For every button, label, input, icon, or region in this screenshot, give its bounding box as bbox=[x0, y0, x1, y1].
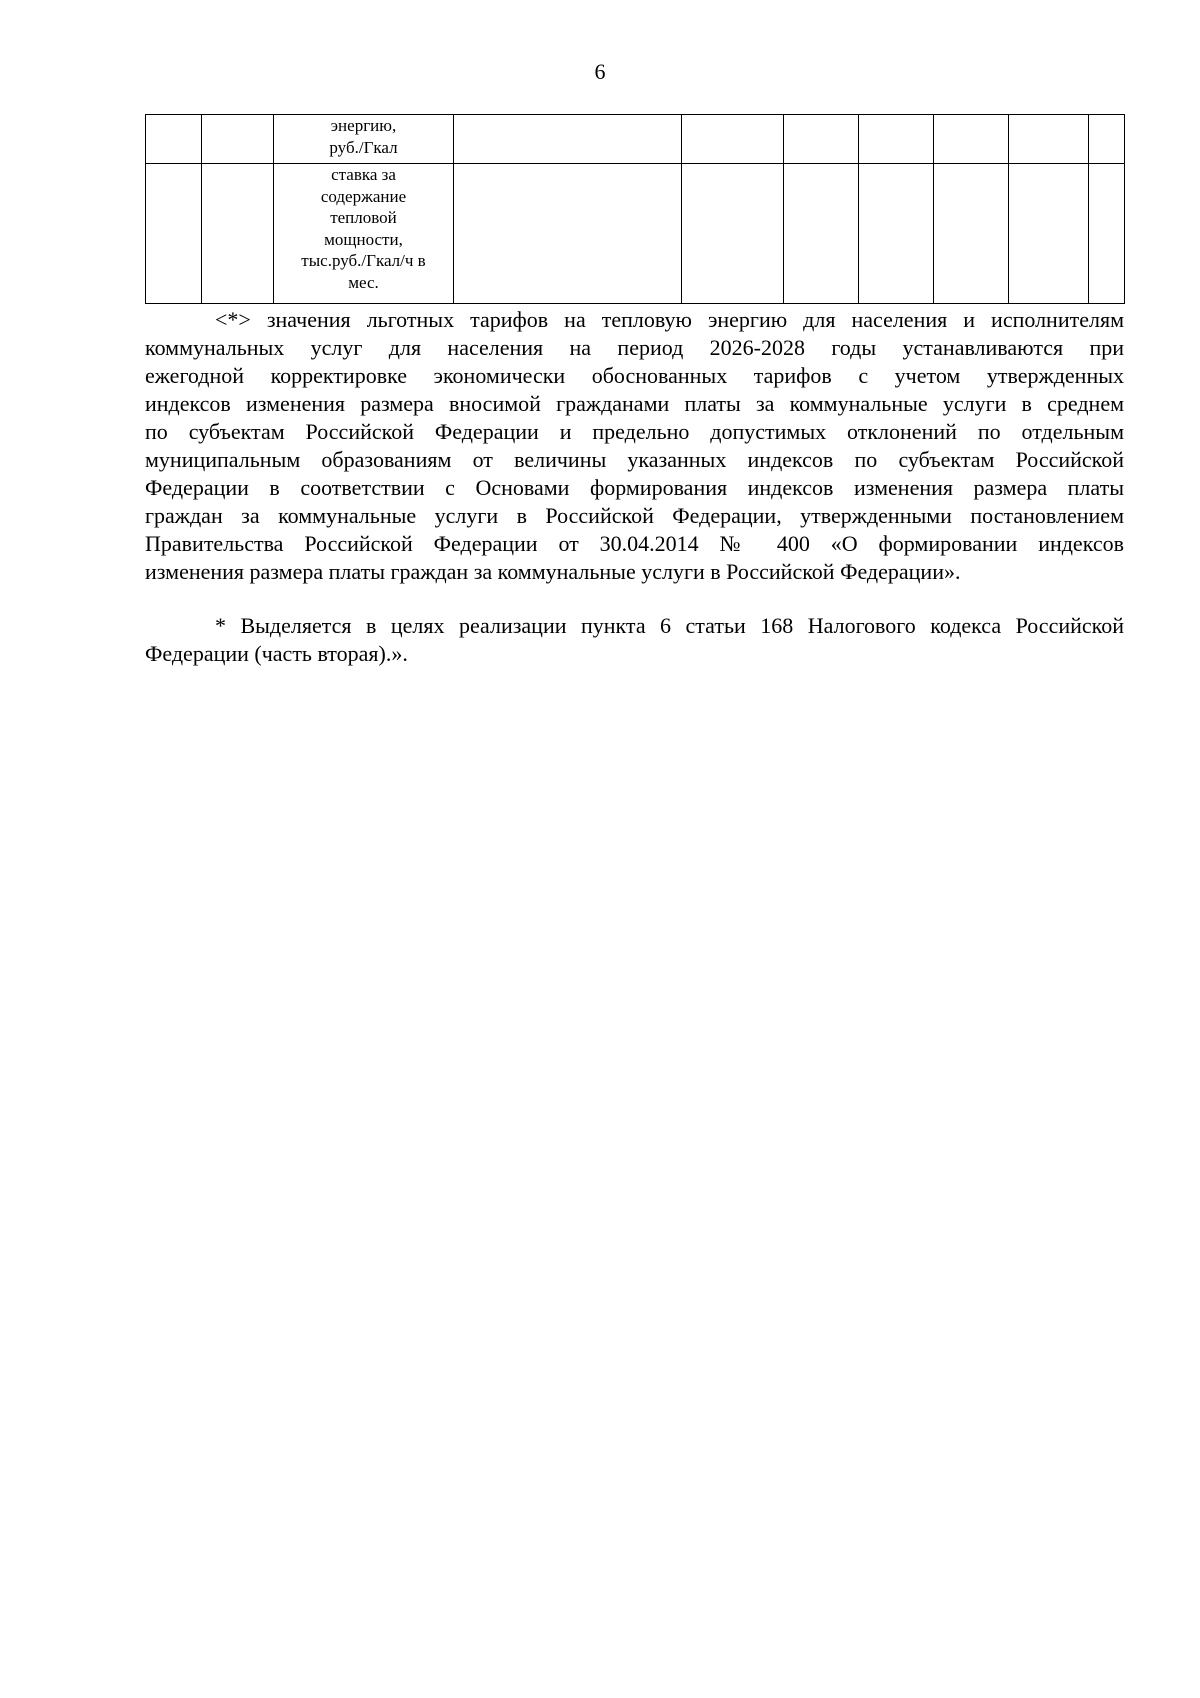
table-cell bbox=[682, 115, 784, 164]
cell-text-line: ставка за bbox=[331, 165, 396, 184]
table-cell bbox=[146, 164, 202, 304]
table-cell bbox=[934, 115, 1009, 164]
table-cell bbox=[859, 164, 934, 304]
cell-text-line: мощности, bbox=[324, 229, 403, 249]
table-cell bbox=[934, 164, 1009, 304]
table-row bbox=[146, 164, 1125, 304]
paragraph-line: коммунальных услуг для населения на период 2026-2028 годы устанавливаются при bbox=[145, 335, 1124, 360]
cell-text-line: мес. bbox=[348, 272, 379, 292]
paragraph-line: Правительства Российской Федерации от 30.04.2014 № 400 «О формировании индексов bbox=[145, 531, 1124, 556]
table-cell-label bbox=[274, 115, 454, 164]
table-cell bbox=[454, 115, 682, 164]
paragraph-line: Федерации в соответствии с Основами формирования индексов изменения размера платы bbox=[145, 475, 1124, 500]
table-cell-label bbox=[274, 164, 454, 304]
paragraph-line: * Выделяется в целях реализации пункта 6 статьи 168 Налогового кодекса Российской bbox=[215, 613, 1124, 638]
page-number: 6 bbox=[594, 59, 606, 84]
cell-text-line: руб./Гкал bbox=[329, 137, 398, 157]
table-cell bbox=[202, 164, 274, 304]
table-cell bbox=[1089, 115, 1125, 164]
paragraph-line: ежегодной корректировке экономически обоснованных тарифов с учетом утвержденных bbox=[145, 363, 1124, 388]
table-cell bbox=[682, 164, 784, 304]
footnote-tariff-paragraph bbox=[145, 306, 1124, 586]
tariff-table bbox=[145, 114, 1125, 304]
table-cell bbox=[859, 115, 934, 164]
table-cell bbox=[1009, 115, 1089, 164]
table-row bbox=[146, 115, 1125, 164]
table-cell bbox=[1009, 164, 1089, 304]
table-cell bbox=[146, 115, 202, 164]
cell-text-line: тепловой bbox=[330, 208, 397, 227]
table-cell bbox=[1089, 164, 1125, 304]
paragraph-line: <*> значения льготных тарифов на тепловую энергию для населения и исполнителям bbox=[215, 307, 1124, 332]
cell-text-line: энергию, bbox=[330, 116, 397, 135]
paragraph-line: изменения размера платы граждан за коммунальные услуги в Российской Федерации». bbox=[145, 559, 961, 584]
paragraph-line: индексов изменения размера вносимой гражданами платы за коммунальные услуги в среднем bbox=[145, 391, 1124, 416]
table-cell bbox=[202, 115, 274, 164]
cell-text-line: содержание bbox=[320, 186, 407, 206]
table-cell bbox=[784, 164, 859, 304]
paragraph-line: муниципальным образованиям от величины указанных индексов по субъектам Российской bbox=[145, 447, 1124, 472]
table-cell bbox=[784, 115, 859, 164]
paragraph-line: по субъектам Российской Федерации и предельно допустимых отклонений по отдельным bbox=[145, 419, 1124, 444]
paragraph-line: граждан за коммунальные услуги в Российской Федерации, утвержденными постановлением bbox=[145, 503, 1124, 528]
footnote-tax-paragraph bbox=[145, 612, 1124, 668]
paragraph-line: Федерации (часть вторая).». bbox=[145, 641, 408, 666]
table-cell bbox=[454, 164, 682, 304]
cell-text-line: тыс.руб./Гкал/ч в bbox=[301, 251, 426, 270]
